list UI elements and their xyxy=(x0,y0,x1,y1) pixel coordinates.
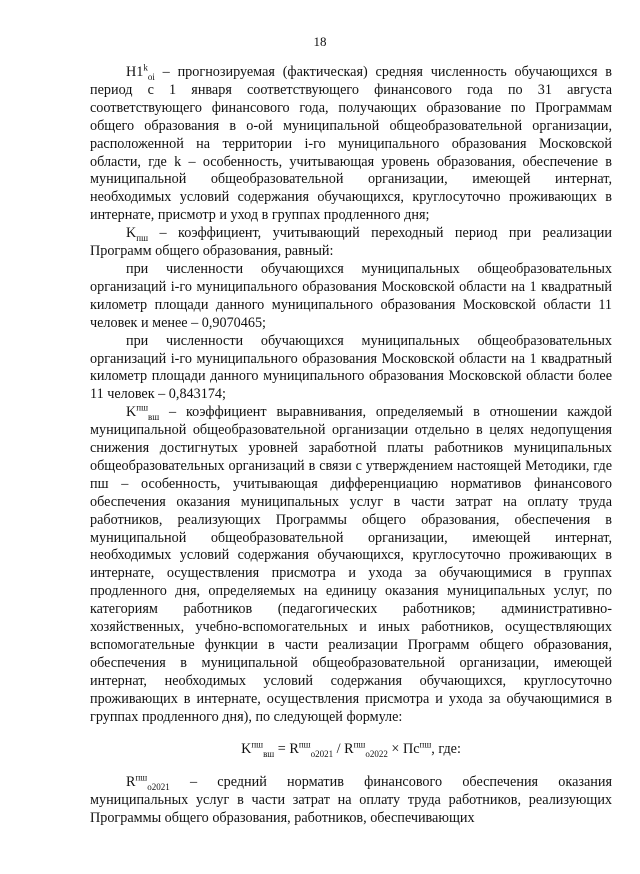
symbol-sub: oi xyxy=(147,71,155,82)
paragraph-text: – средний норматив финансового обеспечения оказания муниципальных услуг в части затрат на оплату труда работников, реализующих Программы общего образования, работников, обеспечивающих xyxy=(90,774,612,827)
paragraph-kpsh-definition xyxy=(90,225,612,261)
symbol-h1 xyxy=(126,64,155,80)
formula-r2-sup: пш xyxy=(353,738,366,749)
symbol-sup: пш xyxy=(135,772,148,783)
symbol-sup: пш xyxy=(136,402,148,413)
formula-pc: Пс xyxy=(402,740,420,757)
symbol-base: K xyxy=(126,225,137,242)
paragraph-text: – коэффициент, учитывающий переходный период при реализации Программ общего образования, равный: xyxy=(90,225,612,260)
formula-r1-sup: пш xyxy=(298,738,311,749)
document-body xyxy=(90,64,612,828)
symbol-sub: пш xyxy=(136,232,148,243)
formula-k-sup: пш xyxy=(251,738,264,749)
formula-tail: , где: xyxy=(431,740,461,757)
formula-equals: = xyxy=(274,740,290,757)
symbol-sub: вш xyxy=(148,412,160,423)
paragraph-text: – коэффициент выравнивания, определяемый в отношении каждой муниципальной общеобразовательной организации отдельно в целях недопущения снижения достигнутых уровней заработной платы работников муниципальных общеобразовательных организаций в связи с утверждением настоящей Методики, где пш – особенность, учитывающая дифференциацию нормативов финансового обеспечения оказания муниципальных услуг в части затрат на оплату труда работников, реализующих Программы общего образования, обеспечения в муниципальной общеобразовательной организации, имеющей интернат, необходимых условий содержания обучающихся, круглосуточно проживающих в интернате, осуществления присмотра и ухода за обучающимися в группах продленного дня, определяемых на единицу оказания муниципальных услуг, по категориям работников (педагогических работников; административно-хозяйственных, учебно-вспомогательных и иных работников, осуществляющих вспомогательные функции в части реализации Программ общего образования, обеспечения в муниципальной общеобразовательной организации, имеющей интернат, необходимых условий содержания обучающихся, круглосуточно проживающих в интернате, осуществления присмотра и ухода за обучающимися в группах продленного дня), по следующей формуле: xyxy=(90,404,612,725)
paragraph-density-over-11: при численности обучающихся муниципальных общеобразовательных организаций i-го муниципального образования Московской области на 1 квадратный километр площади данного муниципального образования Московской области более 11 человек – 0,843174; xyxy=(90,332,612,403)
formula-r2: R xyxy=(344,740,354,757)
symbol-r2021 xyxy=(126,772,170,793)
symbol-base: R xyxy=(126,774,136,791)
symbol-base: Н1 xyxy=(126,64,144,80)
formula-kvsh xyxy=(90,738,612,759)
paragraph-density-11-or-less: при численности обучающихся муниципальных общеобразовательных организаций i-го муниципального образования Московской области на 1 квадратный километр площади данного муниципального образования Московской области 11 человек и менее – 0,9070465; xyxy=(90,260,612,331)
formula-pc-sup: пш xyxy=(419,738,432,749)
page-number: 18 xyxy=(313,34,327,49)
formula-k-sub: вш xyxy=(263,748,275,759)
paragraph-text: – прогнозируемая (фактическая) средняя численность обучающихся в период с 1 января соответствующего финансового года по 31 августа соответствующего финансового года, получающих образование по Программам общего образования в о-ой муниципальной общеобразовательной организации, расположенной на территории i-го муниципального образования Московской области, где k – особенность, учитывающая уровень образования, обеспечение в муниципальной общеобразовательной организации, имеющей интернат, необходимых условий содержания обучающихся, круглосуточно проживающих в интернате, присмотр и уход в группах продленного дня; xyxy=(90,64,612,224)
formula-divide: / xyxy=(333,740,345,757)
symbol-sup: k xyxy=(143,62,148,73)
formula-times: × xyxy=(387,740,403,757)
formula-k: K xyxy=(241,740,252,757)
paragraph-r2021-definition xyxy=(90,774,612,828)
symbol-base: K xyxy=(126,404,137,421)
symbol-sub: о2021 xyxy=(147,782,170,793)
paragraph-h1-definition xyxy=(90,64,612,225)
paragraph-kvsh-definition xyxy=(90,404,612,726)
symbol-kvsh xyxy=(126,402,160,423)
formula-r1: R xyxy=(289,740,299,757)
formula-r1-sub: о2021 xyxy=(310,748,334,759)
symbol-kpsh xyxy=(126,225,148,241)
formula-r2-sub: о2022 xyxy=(365,748,388,759)
